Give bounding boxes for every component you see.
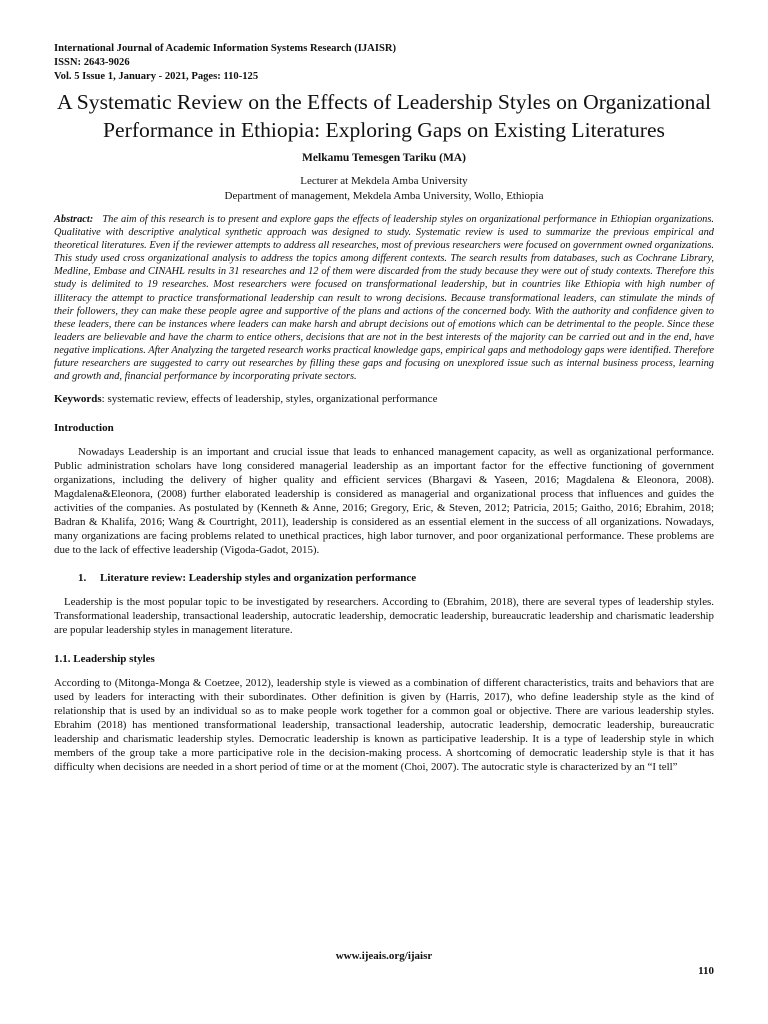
abstract-text: The aim of this research is to present and explore gaps the effects of leadership styles on organizational performance in Ethiopian organizations. Qualitative with descriptive analytical synthetic approach was designed to study. Systematic review is used to summarize the previous empirical and theoretical literatures. Even if the reviewer attempts to address all researches, most of previous researchers were focused on government owned organizations. This study used cross organizational analysis to address the topics among different contexts. The search results from databases, such as Cochrane Library, Medline, Embase and CINAHL results in 31 researches and 12 of them were discarded from the study because they were out of study contexts. Therefore this study is delimited to 19 researches. Most researchers were focused on transformational leadership, but in countries like Ethiopia with high number of illiteracy the attempt to practice transformational leadership can result to wrong decisions. Because transformational leaders, can stimulate the minds of their followers, they can make these people agree and supportive of the plans and actions of the concerned body. With the authority and confidence given to these leaders, there can be instances where leaders can make harsh and abrupt decisions out of emotions which can be detrimental to the people. Since these leaders are believable and have the charm to entice others, decisions that are not in the best interests of the majority can be carried out and in the end, have negative implications. After Analyzing the targeted research works practical knowledge gaps, empirical gaps and methodology gaps were identified. Therefore future researchers are suggested to carry out researches by filling these gaps and focusing on unexplored issue such as internal business process, learning and growth and, financial performance by incorporating private sectors. bbox=[54, 214, 715, 383]
paper-title: A Systematic Review on the Effects of Leadership Styles on Organizational Performance in Ethiopia: Exploring Gaps on Existing Literatures bbox=[56, 90, 712, 142]
abstract bbox=[54, 213, 714, 383]
journal-name: International Journal of Academic Information Systems Research (IJAISR) bbox=[54, 43, 397, 54]
introduction-heading: Introduction bbox=[54, 422, 114, 435]
abstract-label: Abstract: bbox=[54, 214, 94, 225]
section-1-1-heading: 1.1. Leadership styles bbox=[54, 653, 155, 666]
affiliation-line-1: Lecturer at Mekdela Amba University bbox=[300, 175, 468, 187]
introduction-paragraph: Nowadays Leadership is an important and crucial issue that leads to enhanced management capacity, as well as organizational performance. Public administration scholars have long considered managerial leadership as an important factor for the effective functioning of government organizations, including the delivery of higher quality and efficient services (Bhargavi & Yaseen, 2016; Magdalena & Eleonora, 2008). Magdalena&Eleonora, (2008) further elaborated leadership is considered as managerial and organizational process that influences and guides the activities of the companies. As postulated by (Kenneth & Anne, 2016; Gregory, Eric, & Steven, 2012; Patricia, 2015; Gaitho, 2016; Ebrahim, 2018; Badran & Khalifa, 2016; Wang & Courtright, 2011), leadership is considered as an essential element in the success of all organizations. Nowadays, many organizations are facing problems related to unethical practices, high labor turnover, and poor organizational performance. These problems are due to the lack of effective leadership (Vigoda-Gadot, 2015). bbox=[54, 446, 714, 557]
journal-volume: Vol. 5 Issue 1, January - 2021, Pages: 110-125 bbox=[54, 71, 259, 82]
author-name: Melkamu Temesgen Tariku (MA) bbox=[302, 152, 466, 164]
section-1-1-paragraph: According to (Mitonga-Monga & Coetzee, 2012), leadership style is viewed as a combination of different characteristics, traits and behaviors that are used by leaders for interacting with their subordinates. Other definition is given by (Harris, 2017), who define leadership style as the kind of relationship that is used by an individual so as to make people work together for a common goal or objective. There are various leadership styles. Ebrahim (2018) has mentioned transformational leadership, transactional leadership, autocratic leadership, democratic leadership, bureaucratic leadership and charismatic leadership styles. Democratic leadership is known as participative leadership. It is a type of leadership style in which members of the group take a more participative role in the decision-making process. A shortcoming of democratic leadership style is that it has difficulty when decisions are needed in a short period of time or at the moment (Choi, 2007). The autocratic style is characterized by an “I tell” bbox=[54, 677, 714, 774]
keywords-label: Keywords bbox=[54, 393, 102, 406]
affiliation bbox=[54, 174, 714, 203]
page-number: 110 bbox=[698, 965, 714, 977]
affiliation-line-2: Department of management, Mekdela Amba University, Wollo, Ethiopia bbox=[224, 189, 544, 202]
section-1-paragraph: Leadership is the most popular topic to be investigated by researchers. According to (Ebrahim, 2018), there are several types of leadership styles. Transformational leadership, transactional leadership, autocratic leadership, democratic leadership, bureaucratic leadership and charismatic leadership are popular leadership styles in management literature. bbox=[54, 596, 714, 637]
journal-issn: ISSN: 2643-9026 bbox=[54, 57, 130, 68]
keywords bbox=[54, 392, 714, 406]
section-1-title: Literature review: Leadership styles and organization performance bbox=[100, 572, 417, 585]
keywords-text: : systematic review, effects of leadership, styles, organizational performance bbox=[101, 393, 438, 406]
section-1-number: 1. bbox=[78, 572, 87, 585]
footer-url: www.ijeais.org/ijaisr bbox=[335, 950, 433, 962]
section-1-heading bbox=[54, 571, 714, 585]
